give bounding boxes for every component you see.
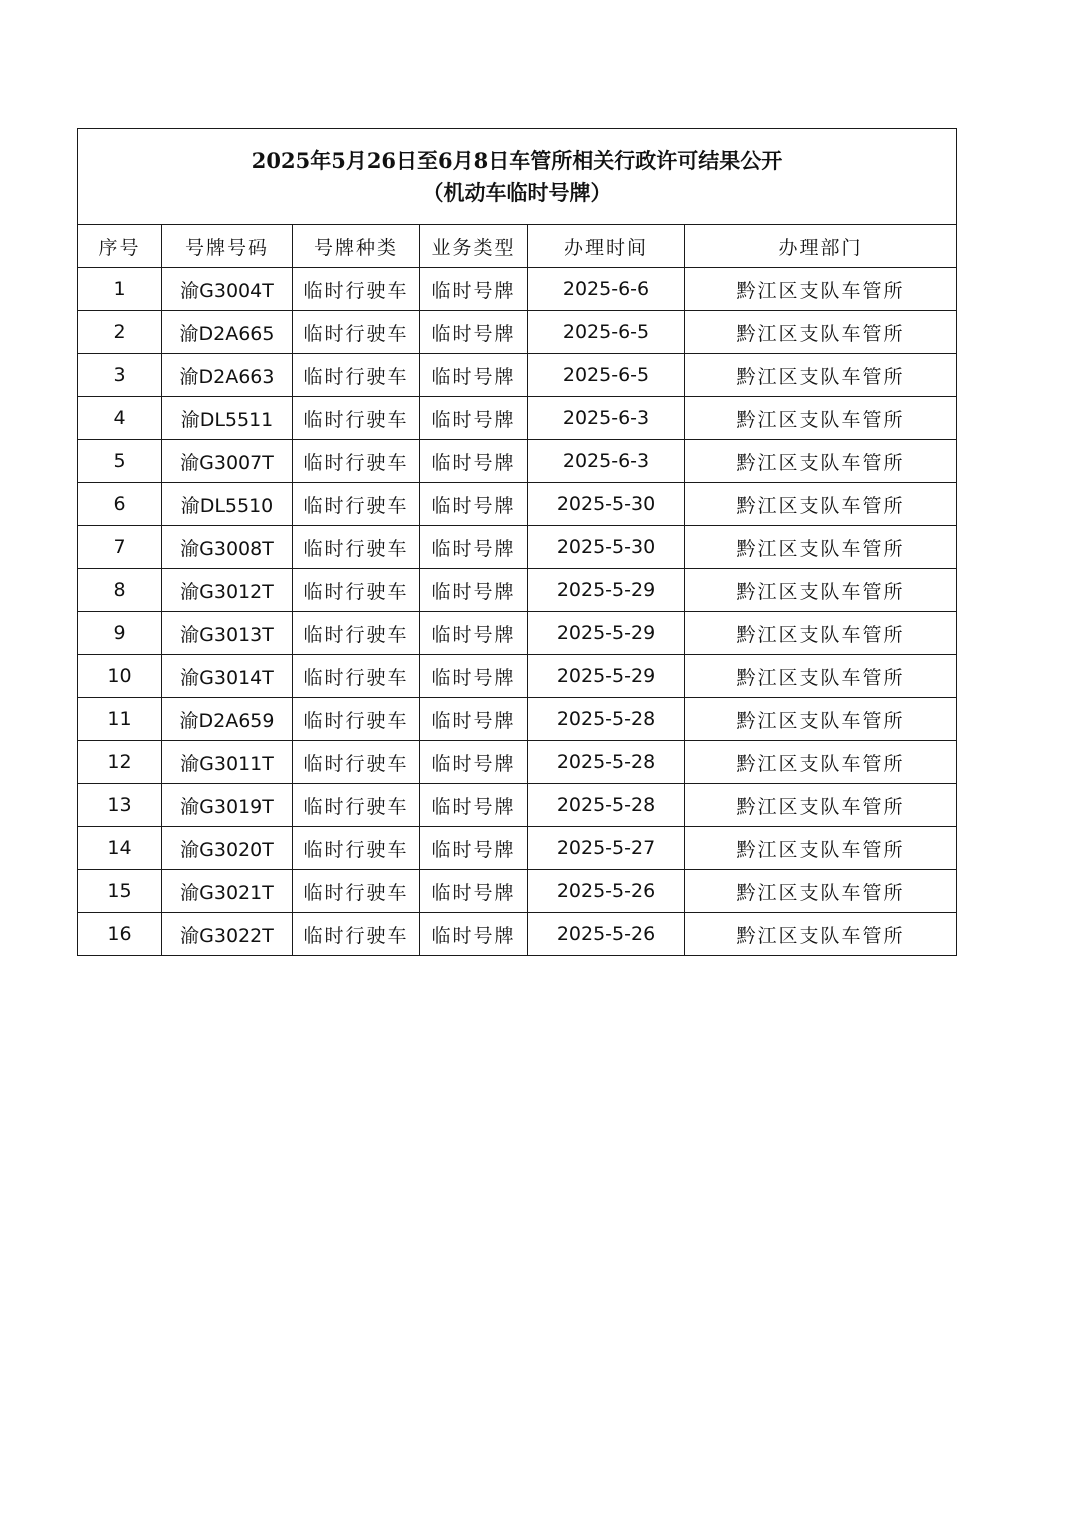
cell-business-type: 临时号牌	[420, 268, 528, 311]
cell-plate-type: 临时行驶车	[293, 354, 420, 397]
cell-plate-type: 临时行驶车	[293, 268, 420, 311]
cell-department: 黔江区支队车管所	[685, 569, 957, 612]
header-business-type: 业务类型	[420, 225, 528, 268]
cell-serial: 16	[78, 913, 162, 956]
cell-serial: 7	[78, 526, 162, 569]
cell-department: 黔江区支队车管所	[685, 827, 957, 870]
cell-processing-date: 2025-5-28	[528, 784, 685, 827]
table-row	[78, 827, 957, 870]
title-line-2: （机动车临时号牌）	[422, 179, 612, 205]
table-row	[78, 440, 957, 483]
cell-processing-date: 2025-6-6	[528, 268, 685, 311]
cell-plate-number: 渝G3014T	[162, 655, 293, 698]
cell-plate-type: 临时行驶车	[293, 569, 420, 612]
cell-serial: 6	[78, 483, 162, 526]
table-row	[78, 741, 957, 784]
cell-plate-number: 渝G3019T	[162, 784, 293, 827]
cell-serial: 13	[78, 784, 162, 827]
cell-plate-number: 渝G3020T	[162, 827, 293, 870]
cell-business-type: 临时号牌	[420, 397, 528, 440]
cell-plate-type: 临时行驶车	[293, 655, 420, 698]
cell-department: 黔江区支队车管所	[685, 612, 957, 655]
cell-serial: 1	[78, 268, 162, 311]
header-plate-number: 号牌号码	[162, 225, 293, 268]
cell-plate-number: 渝G3012T	[162, 569, 293, 612]
cell-department: 黔江区支队车管所	[685, 397, 957, 440]
cell-serial: 15	[78, 870, 162, 913]
cell-serial: 8	[78, 569, 162, 612]
header-row	[78, 225, 957, 268]
cell-plate-number: 渝DL5510	[162, 483, 293, 526]
cell-department: 黔江区支队车管所	[685, 913, 957, 956]
cell-serial: 14	[78, 827, 162, 870]
cell-plate-number: 渝G3013T	[162, 612, 293, 655]
cell-plate-number: 渝D2A663	[162, 354, 293, 397]
cell-processing-date: 2025-6-3	[528, 397, 685, 440]
cell-plate-type: 临时行驶车	[293, 526, 420, 569]
cell-business-type: 临时号牌	[420, 913, 528, 956]
cell-business-type: 临时号牌	[420, 784, 528, 827]
cell-plate-number: 渝G3004T	[162, 268, 293, 311]
cell-department: 黔江区支队车管所	[685, 741, 957, 784]
cell-processing-date: 2025-5-30	[528, 526, 685, 569]
cell-plate-number: 渝G3022T	[162, 913, 293, 956]
document-title	[78, 129, 957, 225]
cell-plate-number: 渝G3007T	[162, 440, 293, 483]
cell-business-type: 临时号牌	[420, 655, 528, 698]
cell-processing-date: 2025-5-29	[528, 612, 685, 655]
cell-business-type: 临时号牌	[420, 440, 528, 483]
cell-department: 黔江区支队车管所	[685, 870, 957, 913]
cell-plate-type: 临时行驶车	[293, 311, 420, 354]
title-row	[78, 129, 957, 225]
cell-business-type: 临时号牌	[420, 526, 528, 569]
cell-plate-type: 临时行驶车	[293, 741, 420, 784]
table-row	[78, 311, 957, 354]
table-row	[78, 569, 957, 612]
cell-business-type: 临时号牌	[420, 311, 528, 354]
cell-department: 黔江区支队车管所	[685, 311, 957, 354]
cell-department: 黔江区支队车管所	[685, 354, 957, 397]
cell-processing-date: 2025-6-3	[528, 440, 685, 483]
cell-processing-date: 2025-5-26	[528, 870, 685, 913]
table-row	[78, 784, 957, 827]
cell-plate-type: 临时行驶车	[293, 827, 420, 870]
cell-department: 黔江区支队车管所	[685, 784, 957, 827]
cell-serial: 10	[78, 655, 162, 698]
table-row	[78, 655, 957, 698]
cell-plate-type: 临时行驶车	[293, 612, 420, 655]
permit-results-table	[77, 128, 957, 956]
table-row	[78, 483, 957, 526]
cell-serial: 3	[78, 354, 162, 397]
cell-department: 黔江区支队车管所	[685, 655, 957, 698]
cell-department: 黔江区支队车管所	[685, 268, 957, 311]
cell-serial: 5	[78, 440, 162, 483]
table-row	[78, 612, 957, 655]
cell-serial: 9	[78, 612, 162, 655]
cell-serial: 2	[78, 311, 162, 354]
cell-plate-number: 渝G3011T	[162, 741, 293, 784]
table-row	[78, 354, 957, 397]
header-department: 办理部门	[685, 225, 957, 268]
cell-business-type: 临时号牌	[420, 827, 528, 870]
table-row	[78, 526, 957, 569]
cell-department: 黔江区支队车管所	[685, 526, 957, 569]
cell-plate-type: 临时行驶车	[293, 483, 420, 526]
header-serial: 序号	[78, 225, 162, 268]
cell-plate-number: 渝D2A665	[162, 311, 293, 354]
header-processing-date: 办理时间	[528, 225, 685, 268]
cell-processing-date: 2025-5-28	[528, 698, 685, 741]
table-row	[78, 397, 957, 440]
cell-plate-type: 临时行驶车	[293, 397, 420, 440]
cell-processing-date: 2025-5-30	[528, 483, 685, 526]
cell-department: 黔江区支队车管所	[685, 483, 957, 526]
cell-business-type: 临时号牌	[420, 870, 528, 913]
cell-processing-date: 2025-6-5	[528, 354, 685, 397]
cell-business-type: 临时号牌	[420, 483, 528, 526]
cell-plate-number: 渝G3008T	[162, 526, 293, 569]
cell-business-type: 临时号牌	[420, 612, 528, 655]
cell-processing-date: 2025-5-28	[528, 741, 685, 784]
title-line-1: 2025年5月26日至6月8日车管所相关行政许可结果公开	[251, 147, 783, 173]
table-row	[78, 870, 957, 913]
cell-plate-type: 临时行驶车	[293, 913, 420, 956]
cell-business-type: 临时号牌	[420, 354, 528, 397]
cell-plate-type: 临时行驶车	[293, 870, 420, 913]
cell-processing-date: 2025-5-26	[528, 913, 685, 956]
cell-plate-type: 临时行驶车	[293, 698, 420, 741]
cell-plate-number: 渝G3021T	[162, 870, 293, 913]
cell-processing-date: 2025-5-27	[528, 827, 685, 870]
cell-serial: 12	[78, 741, 162, 784]
cell-department: 黔江区支队车管所	[685, 440, 957, 483]
header-plate-type: 号牌种类	[293, 225, 420, 268]
cell-serial: 4	[78, 397, 162, 440]
cell-business-type: 临时号牌	[420, 698, 528, 741]
cell-processing-date: 2025-5-29	[528, 655, 685, 698]
cell-processing-date: 2025-5-29	[528, 569, 685, 612]
cell-department: 黔江区支队车管所	[685, 698, 957, 741]
cell-business-type: 临时号牌	[420, 741, 528, 784]
cell-business-type: 临时号牌	[420, 569, 528, 612]
table-row	[78, 913, 957, 956]
cell-serial: 11	[78, 698, 162, 741]
cell-plate-number: 渝DL5511	[162, 397, 293, 440]
table-row	[78, 268, 957, 311]
cell-plate-type: 临时行驶车	[293, 440, 420, 483]
table-row	[78, 698, 957, 741]
cell-plate-type: 临时行驶车	[293, 784, 420, 827]
cell-plate-number: 渝D2A659	[162, 698, 293, 741]
cell-processing-date: 2025-6-5	[528, 311, 685, 354]
